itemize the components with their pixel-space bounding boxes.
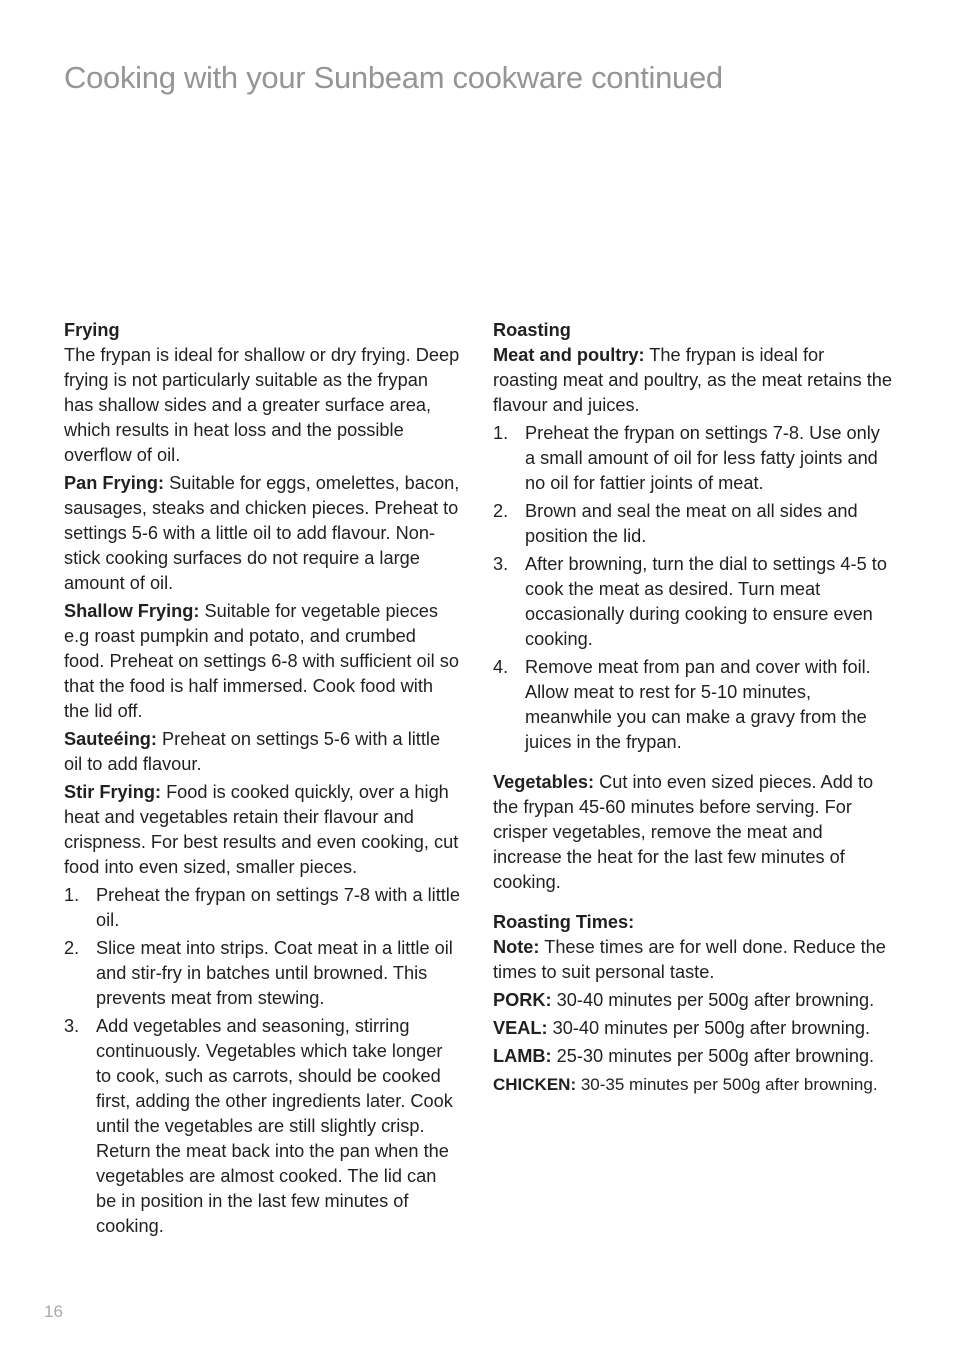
list-item (493, 552, 893, 652)
list-item (64, 1014, 460, 1239)
sauteeing-text: Preheat on settings 5-6 with a little oil to add flavour. (64, 729, 441, 774)
sauteeing-paragraph (64, 727, 460, 777)
veal-term: VEAL: (493, 1018, 548, 1038)
step-number: 1. (64, 885, 80, 905)
stir-frying-steps (64, 883, 460, 1239)
pan-frying-term: Pan Frying: (64, 473, 165, 493)
list-item (64, 883, 460, 933)
pan-frying-paragraph (64, 471, 460, 596)
meat-poultry-paragraph (493, 343, 893, 418)
stir-frying-paragraph (64, 780, 460, 880)
step-number: 3. (493, 554, 509, 574)
chicken-time (493, 1072, 893, 1097)
meat-poultry-term: Meat and poultry: (493, 345, 645, 365)
step-text: Add vegetables and seasoning, stirring continuously. Vegetables which take longer to cook, such as carrots, should be cooked first, adding the other ingredients later. Cook until the vegetables are still slightly crisp. Return the meat back into the pan when the vegetables are almost cooked. The lid can be in position in the last few minutes of cooking. (96, 1016, 453, 1236)
lamb-text: 25-30 minutes per 500g after browning. (551, 1046, 875, 1066)
pork-text: 30-40 minutes per 500g after browning. (551, 990, 875, 1010)
shallow-frying-text: Suitable for vegetable pieces e.g roast pumpkin and potato, and crumbed food. Preheat on settings 6-8 with sufficient oil so that the food is half immersed. Cook food with the lid off. (64, 601, 459, 721)
lamb-term: LAMB: (493, 1046, 552, 1066)
step-number: 4. (493, 657, 509, 677)
roasting-heading: Roasting (493, 320, 571, 340)
roasting-times-heading: Roasting Times: (493, 912, 635, 932)
step-text: Slice meat into strips. Coat meat in a little oil and stir-fry in batches until browned. This prevents meat from stewing. (96, 938, 453, 1008)
vegetables-text: Cut into even sized pieces. Add to the frypan 45-60 minutes before serving. For crisper vegetables, remove the meat and increase the heat for the last few minutes of cooking. (493, 772, 874, 892)
step-text: Remove meat from pan and cover with foil. Allow meat to rest for 5-10 minutes, meanwhile you can make a gravy from the juices in the frypan. (525, 657, 871, 752)
note-term: Note: (493, 937, 540, 957)
page-number: 16 (44, 1302, 63, 1321)
list-item (493, 499, 893, 549)
page-title: Cooking with your Sunbeam cookware continued (64, 60, 723, 95)
pan-frying-text: Suitable for eggs, omelettes, bacon, sausages, steaks and chicken pieces. Preheat to settings 5-6 with a little oil to add flavour. Non-stick cooking surfaces do not require a large amount of oil. (64, 473, 460, 593)
chicken-term: CHICKEN: (493, 1075, 577, 1094)
note-paragraph (493, 935, 893, 985)
chicken-text: 30-35 minutes per 500g after browning. (576, 1075, 878, 1094)
step-number: 2. (493, 501, 509, 521)
meat-poultry-text: The frypan is ideal for roasting meat and poultry, as the meat retains the flavour and juices. (493, 345, 892, 415)
roasting-steps (493, 421, 893, 755)
step-text: Preheat the frypan on settings 7-8 with a little oil. (96, 885, 460, 930)
stir-frying-term: Stir Frying: (64, 782, 162, 802)
stir-frying-text: Food is cooked quickly, over a high heat and vegetables retain their flavour and crispness. For best results and even cooking, cut food into even sized, smaller pieces. (64, 782, 459, 877)
sauteeing-term: Sauteéing: (64, 729, 157, 749)
pork-time (493, 988, 893, 1013)
frying-column (64, 318, 460, 1242)
vegetables-term: Vegetables: (493, 772, 595, 792)
step-text: After browning, turn the dial to settings 4-5 to cook the meat as desired. Turn meat occasionally during cooking to ensure even cooking. (525, 554, 887, 649)
note-text: These times are for well done. Reduce the times to suit personal taste. (493, 937, 886, 982)
step-number: 2. (64, 938, 80, 958)
veal-text: 30-40 minutes per 500g after browning. (547, 1018, 871, 1038)
roasting-column (493, 318, 893, 1100)
list-item (64, 936, 460, 1011)
shallow-frying-term: Shallow Frying: (64, 601, 200, 621)
shallow-frying-paragraph (64, 599, 460, 724)
veal-time (493, 1016, 893, 1041)
list-item (493, 421, 893, 496)
step-text: Preheat the frypan on settings 7-8. Use only a small amount of oil for less fatty joints and no oil for fattier joints of meat. (525, 423, 880, 493)
list-item (493, 655, 893, 755)
pork-term: PORK: (493, 990, 552, 1010)
frying-heading: Frying (64, 320, 120, 340)
lamb-time (493, 1044, 893, 1069)
frying-intro: The frypan is ideal for shallow or dry frying. Deep frying is not particularly suitable as the frypan has shallow sides and a greater surface area, which results in heat loss and the possible overflow of oil. (64, 345, 460, 465)
step-number: 1. (493, 423, 509, 443)
step-text: Brown and seal the meat on all sides and position the lid. (525, 501, 858, 546)
vegetables-paragraph (493, 770, 893, 895)
step-number: 3. (64, 1016, 80, 1036)
